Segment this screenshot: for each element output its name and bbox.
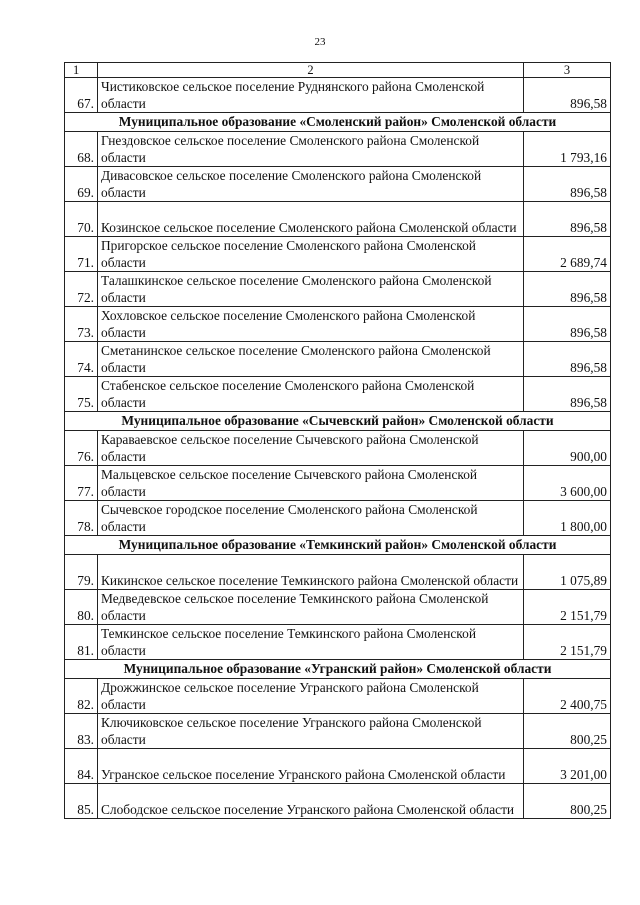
- section-header-row: [65, 412, 611, 431]
- table-row: [65, 679, 611, 714]
- section-title: Муниципальное образование «Смоленский район» Смоленской области: [65, 113, 611, 132]
- section-header-row: [65, 113, 611, 132]
- amount-value: 1 075,89: [524, 555, 611, 590]
- row-number: 79.: [65, 555, 98, 590]
- table-row: [65, 625, 611, 660]
- table-row: [65, 78, 611, 113]
- amount-value: 1 800,00: [524, 501, 611, 536]
- amount-value: 3 600,00: [524, 466, 611, 501]
- amount-value: 896,58: [524, 342, 611, 377]
- amount-value: 896,58: [524, 377, 611, 412]
- settlement-name: Угранское сельское поселение Угранского района Смоленской области: [98, 749, 524, 784]
- row-number: 68.: [65, 132, 98, 167]
- settlement-name: Хохловское сельское поселение Смоленского района Смоленской области: [98, 307, 524, 342]
- row-number: 69.: [65, 167, 98, 202]
- row-number: 71.: [65, 237, 98, 272]
- row-number: 84.: [65, 749, 98, 784]
- table-row: [65, 237, 611, 272]
- settlement-name: Гнездовское сельское поселение Смоленского района Смоленской области: [98, 132, 524, 167]
- settlement-name: Сычевское городское поселение Смоленского района Смоленской области: [98, 501, 524, 536]
- settlement-name: Темкинское сельское поселение Темкинского района Смоленской области: [98, 625, 524, 660]
- settlement-name: Мальцевское сельское поселение Сычевского района Смоленской области: [98, 466, 524, 501]
- settlement-name: Дивасовское сельское поселение Смоленского района Смоленской области: [98, 167, 524, 202]
- section-title: Муниципальное образование «Угранский район» Смоленской области: [65, 660, 611, 679]
- row-number: 70.: [65, 202, 98, 237]
- table-row: [65, 431, 611, 466]
- column-header-value: 3: [524, 63, 611, 78]
- row-number: 76.: [65, 431, 98, 466]
- row-number: 75.: [65, 377, 98, 412]
- table-row: [65, 749, 611, 784]
- row-number: 78.: [65, 501, 98, 536]
- amount-value: 2 151,79: [524, 590, 611, 625]
- row-number: 74.: [65, 342, 98, 377]
- row-number: 81.: [65, 625, 98, 660]
- amount-value: 896,58: [524, 202, 611, 237]
- row-number: 67.: [65, 78, 98, 113]
- allocation-table: [64, 62, 611, 819]
- table-row: [65, 555, 611, 590]
- amount-value: 896,58: [524, 307, 611, 342]
- settlement-name: Кикинское сельское поселение Темкинского района Смоленской области: [98, 555, 524, 590]
- settlement-name: Чистиковское сельское поселение Руднянского района Смоленской области: [98, 78, 524, 113]
- settlement-name: Слободское сельское поселение Угранского района Смоленской области: [98, 784, 524, 819]
- row-number: 83.: [65, 714, 98, 749]
- settlement-name: Ключиковское сельское поселение Угранского района Смоленской области: [98, 714, 524, 749]
- table-header-row: [65, 63, 611, 78]
- row-number: 73.: [65, 307, 98, 342]
- table-row: [65, 202, 611, 237]
- table-row: [65, 167, 611, 202]
- settlement-name: Стабенское сельское поселение Смоленского района Смоленской области: [98, 377, 524, 412]
- column-header-name: 2: [98, 63, 524, 78]
- row-number: 77.: [65, 466, 98, 501]
- settlement-name: Пригорское сельское поселение Смоленского района Смоленской области: [98, 237, 524, 272]
- row-number: 72.: [65, 272, 98, 307]
- amount-value: 2 689,74: [524, 237, 611, 272]
- amount-value: 1 793,16: [524, 132, 611, 167]
- table-row: [65, 342, 611, 377]
- section-header-row: [65, 660, 611, 679]
- row-number: 82.: [65, 679, 98, 714]
- table-row: [65, 501, 611, 536]
- amount-value: 2 400,75: [524, 679, 611, 714]
- amount-value: 2 151,79: [524, 625, 611, 660]
- amount-value: 800,25: [524, 714, 611, 749]
- amount-value: 896,58: [524, 272, 611, 307]
- table-row: [65, 590, 611, 625]
- settlement-name: Дрожжинское сельское поселение Угранского района Смоленской области: [98, 679, 524, 714]
- amount-value: 3 201,00: [524, 749, 611, 784]
- page-number: 23: [314, 36, 326, 48]
- section-title: Муниципальное образование «Сычевский район» Смоленской области: [65, 412, 611, 431]
- amount-value: 900,00: [524, 431, 611, 466]
- section-header-row: [65, 536, 611, 555]
- section-title: Муниципальное образование «Темкинский район» Смоленской области: [65, 536, 611, 555]
- row-number: 85.: [65, 784, 98, 819]
- settlement-name: Караваевское сельское поселение Сычевского района Смоленской области: [98, 431, 524, 466]
- settlement-name: Козинское сельское поселение Смоленского района Смоленской области: [98, 202, 524, 237]
- amount-value: 896,58: [524, 78, 611, 113]
- settlement-name: Медведевское сельское поселение Темкинского района Смоленской области: [98, 590, 524, 625]
- table-row: [65, 714, 611, 749]
- table-row: [65, 377, 611, 412]
- amount-value: 896,58: [524, 167, 611, 202]
- table-row: [65, 272, 611, 307]
- table-row: [65, 466, 611, 501]
- amount-value: 800,25: [524, 784, 611, 819]
- row-number: 80.: [65, 590, 98, 625]
- settlement-name: Талашкинское сельское поселение Смоленского района Смоленской области: [98, 272, 524, 307]
- table-row: [65, 307, 611, 342]
- table-row: [65, 784, 611, 819]
- settlement-name: Сметанинское сельское поселение Смоленского района Смоленской области: [98, 342, 524, 377]
- table-row: [65, 132, 611, 167]
- column-header-number: 1: [65, 63, 98, 78]
- table-body: [65, 78, 611, 819]
